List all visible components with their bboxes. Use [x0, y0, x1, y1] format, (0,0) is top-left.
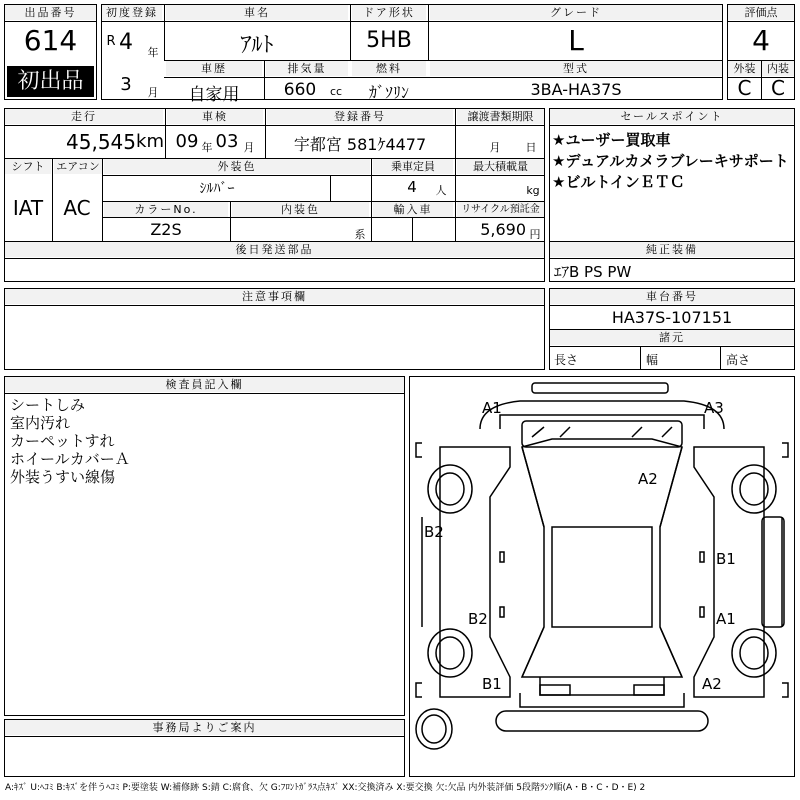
model-code: 3BA-HA37S	[530, 80, 622, 99]
capacity-label: 乗車定員	[373, 159, 453, 174]
transfer-day-unit: 日	[525, 141, 537, 154]
capacity: 4	[407, 178, 417, 196]
width-label: 幅	[646, 353, 659, 367]
inspector-note: 室内汚れ	[10, 414, 71, 432]
equipment: ｴｱB PS PW	[554, 263, 632, 281]
car-name-label: 車名	[166, 5, 348, 20]
damage-mark-left-rear: B1	[482, 675, 502, 693]
color-no-label: カラーNo.	[104, 202, 228, 217]
damage-mark-right-front-door: B1	[716, 550, 736, 568]
first-listing-badge: 初出品	[7, 66, 94, 97]
capacity-unit: 人	[435, 184, 447, 197]
inspector-note: ホイールカバーＡ	[10, 450, 130, 468]
interior-label: 内装	[762, 61, 794, 76]
int-color-unit: 系	[354, 228, 366, 241]
damage-mark-left-front-fender: B2	[424, 523, 444, 541]
sales-points-list	[552, 130, 794, 193]
first-reg-era: R	[106, 34, 116, 49]
damage-mark-rear-right: A2	[702, 675, 722, 693]
fuel-label: 燃料	[352, 61, 426, 76]
mileage: 45,545	[66, 130, 136, 154]
exterior-label: 外装	[728, 61, 761, 76]
inspection-label: 車検	[167, 109, 263, 124]
length-label: 長さ	[554, 353, 579, 367]
inspection-month: 03	[215, 131, 239, 152]
height-label: 高さ	[726, 353, 751, 367]
mileage-unit: km	[136, 131, 164, 152]
grade-label: グレード	[430, 5, 722, 20]
displacement-label: 排気量	[266, 61, 348, 76]
displacement: 660	[283, 80, 317, 100]
notes-label: 注意事項欄	[5, 289, 544, 304]
color-number: Z2S	[150, 220, 182, 239]
inspector-note: 外装うすい線傷	[10, 468, 116, 486]
chassis-label: 車台番号	[550, 289, 794, 304]
damage-mark-right-rear-door: A1	[716, 610, 736, 628]
shift: IAT	[12, 196, 44, 220]
registration-number: 宇都宮 581ｹ4477	[293, 135, 427, 154]
interior-grade: C	[771, 76, 785, 100]
later-parts-label: 後日発送部品	[5, 242, 544, 257]
first-reg-month: 3	[120, 74, 132, 95]
chassis-number: HA37S-107151	[611, 308, 733, 327]
inspection-year-unit: 年	[201, 141, 213, 154]
recycle-unit: 円	[529, 228, 541, 241]
model-label: 型式	[430, 61, 722, 76]
first-reg-label: 初度登録	[102, 5, 162, 20]
inspector-label: 検査員記入欄	[5, 377, 404, 392]
ac-label: エアコン	[54, 159, 102, 174]
int-color-label: 内装色	[232, 202, 369, 217]
equipment-label: 純正装備	[550, 242, 794, 257]
recycle-label: リサイクル預託金	[457, 202, 544, 217]
spec-label: 諸元	[550, 330, 794, 345]
sales-point: ★ビルトインＥＴＣ	[552, 173, 685, 191]
first-reg-year-unit: 年	[147, 46, 159, 59]
import-label: 輸入車	[373, 202, 453, 217]
sales-point: ★ユーザー買取車	[552, 131, 671, 149]
grade: L	[568, 24, 584, 57]
door-label: ドア形状	[352, 5, 426, 20]
office-label: 事務局よりご案内	[5, 720, 404, 735]
load-label: 最大積載量	[457, 159, 544, 174]
damage-mark-front-left: A1	[482, 399, 502, 417]
first-reg-month-unit: 月	[147, 86, 159, 99]
fuel: ｶﾞｿﾘﾝ	[368, 83, 409, 102]
exterior-grade: C	[737, 76, 752, 100]
score-label: 評価点	[728, 5, 794, 20]
score: 4	[752, 24, 770, 57]
inspector-notes	[10, 396, 130, 486]
car-name: ｱﾙﾄ	[240, 33, 274, 58]
sales-point: ★デュアルカメラブレーキサポート	[552, 152, 789, 170]
history-label: 車歴	[166, 61, 262, 76]
ext-color-label: 外装色	[104, 159, 370, 174]
exterior-color: ｼﾙﾊﾞｰ	[199, 181, 235, 197]
lot-number: 614	[23, 24, 78, 57]
lot-number-label: 出品番号	[5, 5, 96, 20]
inspector-note: カーペットすれ	[10, 432, 115, 450]
first-reg-year: 4	[119, 30, 133, 55]
mileage-label: 走行	[5, 109, 163, 124]
transfer-label: 譲渡書類期限	[457, 109, 544, 124]
inspector-note: シートしみ	[10, 396, 86, 414]
legend: A:ｷｽﾞ U:ﾍｺﾐ B:ｷｽﾞを伴うﾍｺﾐ P:要塗装 W:補修跡 S:錆 C:腐食、欠 G:ﾌﾛﾝﾄｶﾞﾗｽ点ｷｽﾞ XX:交換済み X:要交換 欠:欠品 内外装評価 5段階ﾗﾝｸ順(A・B・C・D・E) 2	[5, 783, 646, 793]
displacement-unit: cc	[329, 85, 343, 98]
reg-no-label: 登録番号	[267, 109, 453, 124]
car-outline-diagram	[410, 377, 794, 776]
air-conditioner: AC	[63, 196, 91, 220]
load-unit: kg	[526, 184, 540, 197]
damage-mark-left-rear-door: B2	[468, 610, 488, 628]
damage-mark-front-right: A3	[704, 399, 724, 417]
inspection-year: 09	[175, 131, 199, 152]
damage-mark-hood: A2	[638, 470, 658, 488]
shift-label: シフト	[5, 159, 51, 174]
inspection-month-unit: 月	[243, 141, 255, 154]
damage-diagram	[409, 376, 795, 777]
transfer-month-unit: 月	[489, 141, 501, 154]
history: 自家用	[188, 85, 240, 105]
door-type: 5HB	[366, 28, 412, 53]
recycle-deposit: 5,690	[480, 220, 526, 239]
sales-points-label: セールスポイント	[550, 109, 794, 124]
